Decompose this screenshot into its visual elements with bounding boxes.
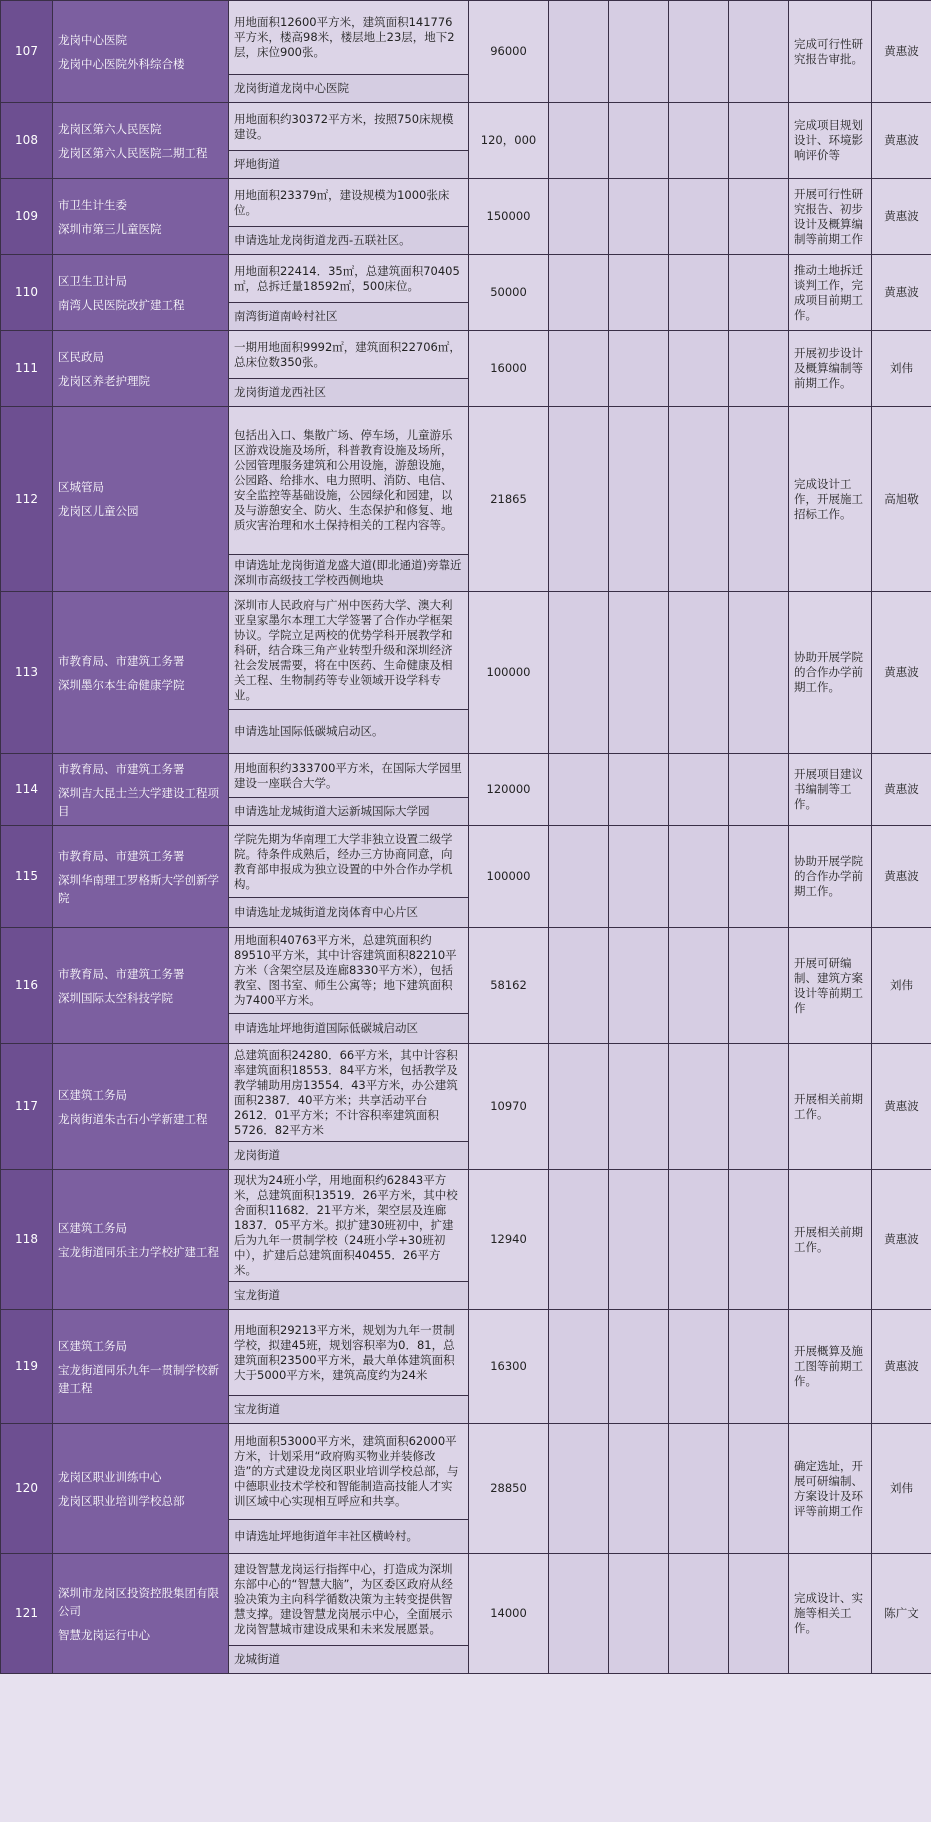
project-name: 智慧龙岗运行中心	[58, 1627, 150, 1642]
table-row	[1, 1310, 931, 1396]
responsible-person: 刘伟	[872, 331, 931, 407]
project-description: 学院先期为华南理工大学非独立设置二级学院。待条件成熟后，经办三方协商同意，向教育部申报成为独立设置的中外合作办学机构。	[229, 826, 469, 898]
table-row	[1, 179, 931, 227]
blank-cell	[669, 331, 729, 407]
agency-cell	[53, 1044, 229, 1170]
row-number: 112	[1, 407, 53, 592]
investment-amount: 21865	[469, 407, 549, 592]
responsible-person: 黄惠波	[872, 1, 931, 103]
responsible-person: 黄惠波	[872, 179, 931, 255]
blank-cell	[729, 103, 789, 179]
blank-cell	[549, 826, 609, 928]
project-location: 申请选址龙城街道大运新城国际大学园	[229, 798, 469, 826]
project-location: 申请选址国际低碳城启动区。	[229, 710, 469, 754]
blank-cell	[729, 255, 789, 331]
blank-cell	[729, 1170, 789, 1310]
project-description: 总建筑面积24280．66平方米，其中计容积率建筑面积18553．84平方米，包括教学及教学辅助用房13554．43平方米，办公建筑面积2387．40平方米；共享活动平台2612．01平方米；不计容积率建筑面积5726．82平方米	[229, 1044, 469, 1142]
agency-name: 区建筑工务局	[58, 1220, 127, 1235]
blank-cell	[549, 1554, 609, 1674]
table-row	[1, 754, 931, 798]
blank-cell	[669, 928, 729, 1044]
blank-cell	[549, 928, 609, 1044]
project-name: 深圳市第三儿童医院	[58, 221, 162, 236]
row-number: 113	[1, 592, 53, 754]
investment-amount: 120000	[469, 754, 549, 826]
blank-cell	[609, 103, 669, 179]
blank-cell	[549, 407, 609, 592]
blank-cell	[549, 103, 609, 179]
blank-cell	[609, 179, 669, 255]
blank-cell	[669, 1554, 729, 1674]
progress-text: 开展相关前期工作。	[789, 1044, 872, 1170]
row-number: 121	[1, 1554, 53, 1674]
responsible-person: 黄惠波	[872, 255, 931, 331]
blank-cell	[669, 754, 729, 826]
project-name: 龙岗区养老护理院	[58, 373, 150, 388]
project-location: 龙岗街道	[229, 1142, 469, 1170]
project-name: 龙岗区第六人民医院二期工程	[58, 145, 208, 160]
blank-cell	[669, 826, 729, 928]
blank-cell	[609, 826, 669, 928]
investment-amount: 50000	[469, 255, 549, 331]
blank-cell	[729, 179, 789, 255]
project-description: 一期用地面积9992㎡，建筑面积22706㎡，总床位数350张。	[229, 331, 469, 379]
progress-text: 开展初步设计及概算编制等前期工作。	[789, 331, 872, 407]
investment-amount: 100000	[469, 592, 549, 754]
row-number: 118	[1, 1170, 53, 1310]
progress-text: 推动土地拆迁谈判工作，完成项目前期工作。	[789, 255, 872, 331]
row-number: 114	[1, 754, 53, 826]
agency-cell	[53, 407, 229, 592]
agency-cell	[53, 754, 229, 826]
blank-cell	[549, 331, 609, 407]
blank-cell	[669, 1044, 729, 1170]
blank-cell	[609, 1424, 669, 1554]
investment-amount: 100000	[469, 826, 549, 928]
project-description: 深圳市人民政府与广州中医药大学、澳大利亚皇家墨尔本理工大学签署了合作办学框架协议。学院立足两校的优势学科开展教学和科研，结合珠三角产业转型升级和深圳经济社会发展需要，将在中医药、生命健康及相关工程、生物制药等专业领域开设学科专业。	[229, 592, 469, 710]
blank-cell	[669, 1310, 729, 1424]
project-description: 用地面积23379㎡，建设规模为1000张床位。	[229, 179, 469, 227]
agency-name: 市教育局、市建筑工务署	[58, 761, 185, 776]
agency-cell	[53, 1, 229, 103]
agency-name: 市教育局、市建筑工务署	[58, 966, 185, 981]
blank-cell	[729, 1424, 789, 1554]
project-description: 现状为24班小学，用地面积约62843平方米，总建筑面积13519．26平方米，其中校舍面积11682．21平方米，架空层及连廊1837．05平方米。拟扩建30班初中，扩建后为九年一贯制学校（24班小学+30班初中），扩建后总建筑面积40455．26平方米。	[229, 1170, 469, 1282]
project-description: 用地面积约333700平方米，在国际大学园里建设一座联合大学。	[229, 754, 469, 798]
investment-amount: 12940	[469, 1170, 549, 1310]
blank-cell	[609, 754, 669, 826]
blank-cell	[549, 1, 609, 103]
progress-text: 完成项目规划设计、环境影响评价等	[789, 103, 872, 179]
blank-cell	[549, 754, 609, 826]
table-row	[1, 928, 931, 1014]
project-name: 龙岗区职业培训学校总部	[58, 1493, 185, 1508]
progress-text: 开展可研编制、建筑方案设计等前期工作	[789, 928, 872, 1044]
investment-amount: 58162	[469, 928, 549, 1044]
responsible-person: 高旭敬	[872, 407, 931, 592]
progress-text: 协助开展学院的合作办学前期工作。	[789, 592, 872, 754]
row-number: 109	[1, 179, 53, 255]
blank-cell	[729, 592, 789, 754]
row-number: 115	[1, 826, 53, 928]
project-description: 用地面积约30372平方米，按照750床规模建设。	[229, 103, 469, 151]
blank-cell	[729, 1310, 789, 1424]
agency-cell	[53, 1554, 229, 1674]
table-row	[1, 1424, 931, 1520]
investment-amount: 96000	[469, 1, 549, 103]
progress-text: 协助开展学院的合作办学前期工作。	[789, 826, 872, 928]
blank-cell	[609, 592, 669, 754]
blank-cell	[669, 255, 729, 331]
project-name: 深圳华南理工罗格斯大学创新学院	[58, 872, 219, 905]
blank-cell	[549, 255, 609, 331]
blank-cell	[609, 1170, 669, 1310]
row-number: 108	[1, 103, 53, 179]
progress-text: 完成可行性研究报告审批。	[789, 1, 872, 103]
table-row	[1, 407, 931, 555]
blank-cell	[549, 1170, 609, 1310]
project-location: 宝龙街道	[229, 1396, 469, 1424]
blank-cell	[609, 928, 669, 1044]
agency-name: 龙岗区第六人民医院	[58, 121, 162, 136]
project-description: 用地面积12600平方米，建筑面积141776平方米，楼高98米，楼层地上23层，地下2层，床位900张。	[229, 1, 469, 75]
blank-cell	[669, 1170, 729, 1310]
project-location: 龙岗街道龙西社区	[229, 379, 469, 407]
table-body	[1, 1, 931, 1674]
progress-text: 开展相关前期工作。	[789, 1170, 872, 1310]
table-row	[1, 103, 931, 151]
blank-cell	[669, 179, 729, 255]
table-row	[1, 1554, 931, 1646]
agency-cell	[53, 928, 229, 1044]
blank-cell	[729, 754, 789, 826]
agency-cell	[53, 179, 229, 255]
agency-name: 龙岗区职业训练中心	[58, 1469, 162, 1484]
responsible-person: 陈广文	[872, 1554, 931, 1674]
responsible-person: 刘伟	[872, 1424, 931, 1554]
project-name: 南湾人民医院改扩建工程	[58, 297, 185, 312]
project-location: 龙岗街道龙岗中心医院	[229, 75, 469, 103]
agency-cell	[53, 331, 229, 407]
project-name: 龙岗区儿童公园	[58, 504, 139, 518]
blank-cell	[549, 1424, 609, 1554]
agency-cell	[53, 826, 229, 928]
blank-cell	[609, 407, 669, 592]
agency-cell	[53, 1170, 229, 1310]
table-row	[1, 255, 931, 303]
project-location: 申请选址龙岗街道龙西-五联社区。	[229, 227, 469, 255]
blank-cell	[549, 1310, 609, 1424]
responsible-person: 黄惠波	[872, 103, 931, 179]
project-description: 包括出入口、集散广场、停车场，儿童游乐区游戏设施及场所，科普教育设施及场所，公园管理服务建筑和公用设施，游憩设施，公园路、给排水、电力照明、消防、电信、安全监控等基础设施，公园绿化和园建，以及与游憩安全、防火、生态保护和修复、地质灾害治理和水土保持相关的工程内容等。	[229, 407, 469, 555]
row-number: 110	[1, 255, 53, 331]
investment-amount: 150000	[469, 179, 549, 255]
row-number: 111	[1, 331, 53, 407]
project-location: 南湾街道南岭村社区	[229, 303, 469, 331]
investment-amount: 120，000	[469, 103, 549, 179]
blank-cell	[729, 407, 789, 592]
blank-cell	[729, 331, 789, 407]
row-number: 117	[1, 1044, 53, 1170]
blank-cell	[549, 179, 609, 255]
table-row	[1, 592, 931, 710]
investment-amount: 16300	[469, 1310, 549, 1424]
responsible-person: 黄惠波	[872, 1170, 931, 1310]
project-location: 龙城街道	[229, 1646, 469, 1674]
project-description: 用地面积40763平方米，总建筑面积约89510平方米，其中计容建筑面积82210平方米（含架空层及连廊8330平方米），包括教室、图书室、师生公寓等；地下建筑面积为7400平方米。	[229, 928, 469, 1014]
investment-amount: 14000	[469, 1554, 549, 1674]
project-name: 深圳吉大昆士兰大学建设工程项目	[58, 785, 219, 818]
agency-cell	[53, 103, 229, 179]
agency-cell	[53, 255, 229, 331]
agency-name: 深圳市龙岗区投资控股集团有限公司	[58, 1585, 219, 1618]
progress-text: 确定选址，开展可研编制、方案设计及环评等前期工作	[789, 1424, 872, 1554]
project-location: 申请选址龙城街道龙岗体育中心片区	[229, 898, 469, 928]
responsible-person: 黄惠波	[872, 1310, 931, 1424]
blank-cell	[609, 331, 669, 407]
blank-cell	[669, 1, 729, 103]
blank-cell	[549, 592, 609, 754]
blank-cell	[729, 1044, 789, 1170]
table-row	[1, 331, 931, 379]
blank-cell	[729, 1, 789, 103]
project-name: 深圳国际太空科技学院	[58, 990, 173, 1005]
project-name: 宝龙街道同乐主力学校扩建工程	[58, 1244, 219, 1259]
table-row	[1, 1044, 931, 1142]
row-number: 107	[1, 1, 53, 103]
project-description: 用地面积29213平方米，规划为九年一贯制学校，拟建45班，规划容积率为0．81，总建筑面积23500平方米，最大单体建筑面积大于5000平方米，建筑高度约为24米	[229, 1310, 469, 1396]
row-number: 116	[1, 928, 53, 1044]
responsible-person: 刘伟	[872, 928, 931, 1044]
project-name: 龙岗街道朱古石小学新建工程	[58, 1111, 208, 1126]
agency-name: 区建筑工务局	[58, 1338, 127, 1353]
agency-cell	[53, 1310, 229, 1424]
progress-text: 完成设计、实施等相关工作。	[789, 1554, 872, 1674]
agency-name: 区建筑工务局	[58, 1087, 127, 1102]
project-location: 宝龙街道	[229, 1282, 469, 1310]
responsible-person: 黄惠波	[872, 1044, 931, 1170]
agency-name: 龙岗中心医院	[58, 32, 127, 47]
agency-name: 市教育局、市建筑工务署	[58, 848, 185, 863]
project-description: 用地面积22414．35㎡，总建筑面积70405㎡，总拆迁量18592㎡，500床位。	[229, 255, 469, 303]
agency-cell	[53, 1424, 229, 1554]
progress-text: 开展项目建议书编制等工作。	[789, 754, 872, 826]
investment-amount: 10970	[469, 1044, 549, 1170]
agency-name: 区卫生卫计局	[58, 273, 127, 288]
blank-cell	[729, 928, 789, 1044]
row-number: 119	[1, 1310, 53, 1424]
table-row	[1, 826, 931, 898]
project-location: 坪地街道	[229, 151, 469, 179]
agency-name: 市卫生计生委	[58, 197, 127, 212]
project-name: 龙岗中心医院外科综合楼	[58, 56, 185, 71]
responsible-person: 黄惠波	[872, 754, 931, 826]
project-location: 申请选址坪地街道年丰社区横岭村。	[229, 1520, 469, 1554]
row-number: 120	[1, 1424, 53, 1554]
blank-cell	[669, 407, 729, 592]
blank-cell	[609, 1310, 669, 1424]
agency-name: 区城管局	[58, 480, 104, 494]
blank-cell	[669, 592, 729, 754]
blank-cell	[609, 1044, 669, 1170]
table-row	[1, 1, 931, 75]
progress-text: 完成设计工作，开展施工招标工作。	[789, 407, 872, 592]
blank-cell	[729, 826, 789, 928]
blank-cell	[549, 1044, 609, 1170]
blank-cell	[609, 1, 669, 103]
blank-cell	[609, 255, 669, 331]
blank-cell	[669, 103, 729, 179]
agency-name: 区民政局	[58, 349, 104, 364]
agency-name: 市教育局、市建筑工务署	[58, 653, 185, 668]
blank-cell	[729, 1554, 789, 1674]
progress-text: 开展概算及施工图等前期工作。	[789, 1310, 872, 1424]
agency-cell	[53, 592, 229, 754]
project-location: 申请选址龙岗街道龙盛大道(即北通道)旁靠近深圳市高级技工学校西侧地块	[229, 555, 469, 592]
investment-amount: 16000	[469, 331, 549, 407]
project-name: 深圳墨尔本生命健康学院	[58, 677, 185, 692]
project-name: 宝龙街道同乐九年一贯制学校新建工程	[58, 1362, 219, 1395]
table-row	[1, 1170, 931, 1282]
blank-cell	[609, 1554, 669, 1674]
investment-amount: 28850	[469, 1424, 549, 1554]
responsible-person: 黄惠波	[872, 826, 931, 928]
responsible-person: 黄惠波	[872, 592, 931, 754]
progress-text: 开展可行性研究报告、初步设计及概算编制等前期工作	[789, 179, 872, 255]
project-description: 建设智慧龙岗运行指挥中心，打造成为深圳东部中心的“智慧大脑”，为区委区政府从经验决策为主向科学循数决策为主转变提供智慧支撑。建设智慧龙岗展示中心，全面展示龙岗智慧城市建设成果和未来发展愿景。	[229, 1554, 469, 1646]
blank-cell	[669, 1424, 729, 1554]
project-description: 用地面积53000平方米，建筑面积62000平方米，计划采用“政府购买物业并装修改造”的方式建设龙岗区职业培训学校总部，与中德职业技术学校和智能制造高技能人才实训区域中心实现相互呼应和共享。	[229, 1424, 469, 1520]
project-location: 申请选址坪地街道国际低碳城启动区	[229, 1014, 469, 1044]
